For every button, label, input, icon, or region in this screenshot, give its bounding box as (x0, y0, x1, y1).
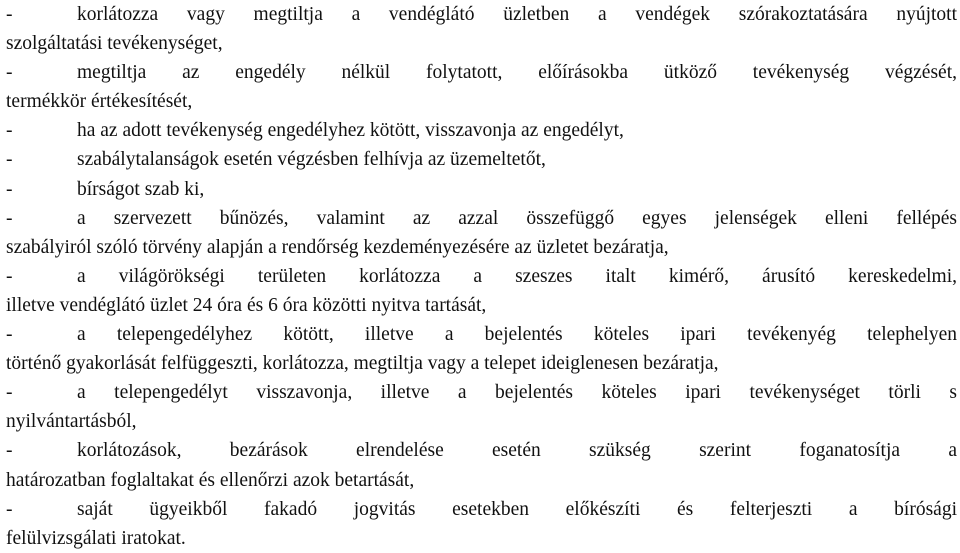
list-item-text: megtiltja az engedély nélkül folytatott, előírásokba ütköző tevékenység végzését, (77, 62, 957, 84)
list-dash: - (6, 178, 13, 200)
list-dash: - (6, 120, 13, 142)
list-item-text-continued: szolgáltatási tevékenységet, (6, 33, 223, 55)
list-item (6, 0, 957, 58)
list-item-text: ha az adott tevékenység engedélyhez kötött, visszavonja az engedélyt, (77, 120, 624, 142)
list-item-text-continued: termékkör értékesítését, (6, 91, 193, 113)
list-item-text-continued: illetve vendéglátó üzlet 24 óra és 6 óra közötti nyitva tartását, (6, 294, 487, 316)
list-dash: - (6, 382, 13, 404)
list-item-text: a szervezett bűnözés, valamint az azzal összefüggő egyes jelenségek elleni fellépés (77, 207, 957, 229)
list-dash: - (6, 207, 13, 229)
list-item (6, 378, 957, 436)
list-item (6, 58, 957, 116)
list-item (6, 262, 957, 320)
list-item-text: a telepengedélyt visszavonja, illetve a bejelentés köteles ipari tevékenységet törli s (77, 382, 957, 404)
list-dash: - (6, 498, 13, 520)
list-dash: - (6, 440, 13, 462)
list-item-text: korlátozza vagy megtiltja a vendéglátó üzletben a vendégek szórakoztatására nyújtott (77, 4, 957, 25)
list-item (6, 320, 957, 378)
list-dash: - (6, 4, 13, 25)
list-dash: - (6, 149, 13, 171)
list-item (6, 436, 957, 494)
list-item-text: korlátozások, bezárások elrendelése esetén szükség szerint foganatosítja a (77, 440, 957, 462)
list-dash: - (6, 265, 13, 287)
list-item (6, 204, 957, 262)
list-item-text-continued: felülvizsgálati iratokat. (6, 527, 186, 549)
list-item-text-continued: történő gyakorlását felfüggeszti, korlátozza, megtiltja vagy a telepet ideiglenesen bezáratja, (6, 353, 719, 375)
list-item-text: a telepengedélyhez kötött, illetve a bejelentés köteles ipari tevékenyég telephelyen (77, 324, 957, 346)
list-item-text-continued: szabályiról szóló törvény alapján a rendőrség kezdeményezésére az üzletet bezáratja, (6, 236, 669, 258)
list-item (6, 116, 957, 145)
list-dash: - (6, 324, 13, 346)
list-item (6, 495, 957, 553)
list-item-text: szabálytalanságok esetén végzésben felhívja az üzemeltetőt, (77, 149, 546, 171)
list-item-text-continued: határozatban foglaltakat és ellenőrzi azok betartását, (6, 469, 415, 491)
list-item (6, 145, 957, 174)
list-item-text: a világörökségi területen korlátozza a szeszes italt kimérő, árusító kereskedelmi, (77, 265, 957, 287)
list-dash: - (6, 62, 13, 84)
list-item-text: saját ügyeikből fakadó jogvitás esetekben előkészíti és felterjeszti a bírósági (77, 498, 957, 520)
document-body (6, 0, 957, 553)
list-item-text: bírságot szab ki, (77, 178, 205, 200)
list-item (6, 175, 957, 204)
list-item-text-continued: nyilvántartásból, (6, 411, 137, 433)
